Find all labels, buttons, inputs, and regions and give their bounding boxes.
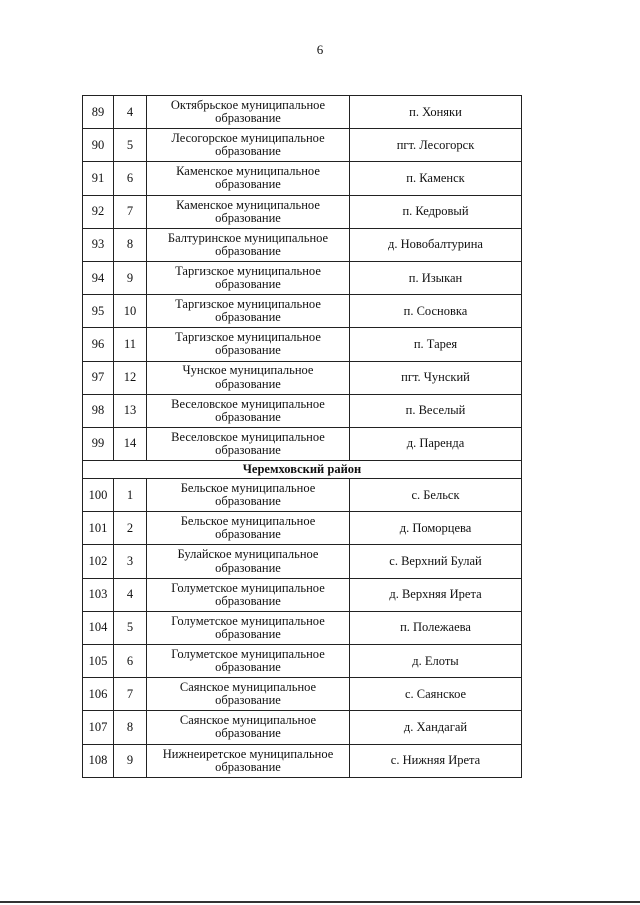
table-row — [83, 479, 522, 512]
municipality-name: Чунское муниципальное образование — [182, 363, 314, 391]
settlement-name: с. Нижняя Ирета — [350, 744, 522, 777]
municipality-cell — [147, 228, 350, 261]
row-sub-number: 11 — [114, 328, 147, 361]
row-number: 104 — [83, 611, 114, 644]
settlement-name: п. Полежаева — [350, 611, 522, 644]
row-number: 94 — [83, 261, 114, 294]
municipality-cell — [147, 678, 350, 711]
municipality-name: Балтуринское муниципальное образование — [167, 230, 329, 258]
settlement-name: д. Поморцева — [350, 512, 522, 545]
table-row — [83, 611, 522, 644]
settlement-name: п. Тарея — [350, 328, 522, 361]
row-sub-number: 4 — [114, 578, 147, 611]
row-number: 95 — [83, 295, 114, 328]
table-row — [83, 328, 522, 361]
row-sub-number: 12 — [114, 361, 147, 394]
municipality-cell — [147, 645, 350, 678]
table-row — [83, 195, 522, 228]
row-sub-number: 5 — [114, 611, 147, 644]
settlement-name: д. Новобалтурина — [350, 228, 522, 261]
settlement-name: д. Паренда — [350, 427, 522, 460]
row-number: 93 — [83, 228, 114, 261]
municipality-name: Каменское муниципальное образование — [176, 164, 320, 192]
row-number: 100 — [83, 479, 114, 512]
table-row — [83, 394, 522, 427]
table-row — [83, 512, 522, 545]
municipality-cell — [147, 394, 350, 427]
row-number: 89 — [83, 96, 114, 129]
row-number: 97 — [83, 361, 114, 394]
municipality-name: Таргизское муниципальное образование — [175, 263, 321, 292]
municipality-cell — [147, 512, 350, 545]
row-sub-number: 4 — [114, 96, 147, 129]
row-number: 107 — [83, 711, 114, 744]
table-row — [83, 228, 522, 261]
row-number: 91 — [83, 162, 114, 195]
municipality-cell — [147, 295, 350, 328]
municipality-name: Голуметское муниципальное образование — [171, 613, 325, 641]
municipality-cell — [147, 744, 350, 777]
settlement-name: с. Саянское — [350, 678, 522, 711]
municipality-name: Таргизское муниципальное образование — [175, 330, 321, 358]
row-sub-number: 7 — [114, 678, 147, 711]
municipality-name: Голуметское муниципальное образование — [171, 646, 325, 675]
section-header-row — [83, 461, 522, 479]
row-number: 101 — [83, 512, 114, 545]
municipality-name: Каменское муниципальное образование — [176, 197, 320, 225]
settlement-name: пгт. Чунский — [350, 361, 522, 394]
row-number: 102 — [83, 545, 114, 578]
row-sub-number: 14 — [114, 427, 147, 460]
municipality-cell — [147, 328, 350, 361]
municipality-name: Бельское муниципальное образование — [180, 481, 316, 509]
settlement-name: пгт. Лесогорск — [350, 129, 522, 162]
row-sub-number: 13 — [114, 394, 147, 427]
municipality-cell — [147, 479, 350, 512]
row-sub-number: 6 — [114, 645, 147, 678]
municipality-cell — [147, 578, 350, 611]
municipality-cell — [147, 162, 350, 195]
row-sub-number: 3 — [114, 545, 147, 578]
row-sub-number: 10 — [114, 295, 147, 328]
municipality-name: Таргизское муниципальное образование — [175, 297, 321, 325]
section-title: Черемховский район — [83, 461, 522, 479]
municipality-name: Нижнеиретское муниципальное образование — [162, 746, 334, 774]
settlement-name: п. Сосновка — [350, 295, 522, 328]
municipalities-table — [82, 95, 522, 778]
settlement-name: п. Кедровый — [350, 195, 522, 228]
row-number: 103 — [83, 578, 114, 611]
settlement-name: д. Верхняя Ирета — [350, 578, 522, 611]
row-sub-number: 6 — [114, 162, 147, 195]
municipality-cell — [147, 96, 350, 129]
municipality-name: Веселовское муниципальное образование — [171, 396, 325, 424]
table-row — [83, 744, 522, 777]
municipality-name: Булайское муниципальное образование — [177, 547, 319, 575]
table-row — [83, 261, 522, 294]
row-sub-number: 9 — [114, 744, 147, 777]
municipality-cell — [147, 361, 350, 394]
settlement-name: п. Изыкан — [350, 261, 522, 294]
municipality-name: Голуметское муниципальное образование — [171, 580, 325, 608]
table-row — [83, 545, 522, 578]
row-sub-number: 8 — [114, 228, 147, 261]
municipality-name: Саянское муниципальное образование — [179, 680, 317, 708]
row-number: 106 — [83, 678, 114, 711]
municipality-name: Саянское муниципальное образование — [179, 713, 317, 741]
row-sub-number: 7 — [114, 195, 147, 228]
row-sub-number: 2 — [114, 512, 147, 545]
settlement-name: п. Хоняки — [350, 96, 522, 129]
table-row — [83, 129, 522, 162]
settlement-name: с. Верхний Булай — [350, 545, 522, 578]
settlement-name: д. Хандагай — [350, 711, 522, 744]
municipality-cell — [147, 129, 350, 162]
row-sub-number: 9 — [114, 261, 147, 294]
page-number: 6 — [316, 42, 324, 57]
page-bottom-border — [0, 901, 640, 903]
table-row — [83, 295, 522, 328]
row-number: 105 — [83, 645, 114, 678]
row-sub-number: 1 — [114, 479, 147, 512]
row-number: 96 — [83, 328, 114, 361]
municipality-name: Октябрьское муниципальное образование — [170, 97, 326, 126]
municipality-name: Лесогорское муниципальное образование — [171, 131, 325, 159]
settlement-name: с. Бельск — [350, 479, 522, 512]
settlement-name: п. Каменск — [350, 162, 522, 195]
row-sub-number: 5 — [114, 129, 147, 162]
row-number: 92 — [83, 195, 114, 228]
municipality-cell — [147, 611, 350, 644]
municipality-name: Веселовское муниципальное образование — [171, 429, 325, 457]
municipality-name: Бельское муниципальное образование — [180, 514, 316, 542]
municipality-cell — [147, 711, 350, 744]
table-row — [83, 678, 522, 711]
municipality-cell — [147, 261, 350, 294]
table-row — [83, 645, 522, 678]
settlement-name: п. Веселый — [350, 394, 522, 427]
row-number: 108 — [83, 744, 114, 777]
settlement-name: д. Елоты — [350, 645, 522, 678]
table-row — [83, 711, 522, 744]
table-row — [83, 427, 522, 460]
municipality-cell — [147, 427, 350, 460]
table-row — [83, 361, 522, 394]
row-number: 90 — [83, 129, 114, 162]
municipality-cell — [147, 545, 350, 578]
table-body — [83, 96, 522, 778]
municipality-cell — [147, 195, 350, 228]
table-row — [83, 578, 522, 611]
table-row — [83, 162, 522, 195]
row-sub-number: 8 — [114, 711, 147, 744]
row-number: 98 — [83, 394, 114, 427]
row-number: 99 — [83, 427, 114, 460]
table-row — [83, 96, 522, 129]
